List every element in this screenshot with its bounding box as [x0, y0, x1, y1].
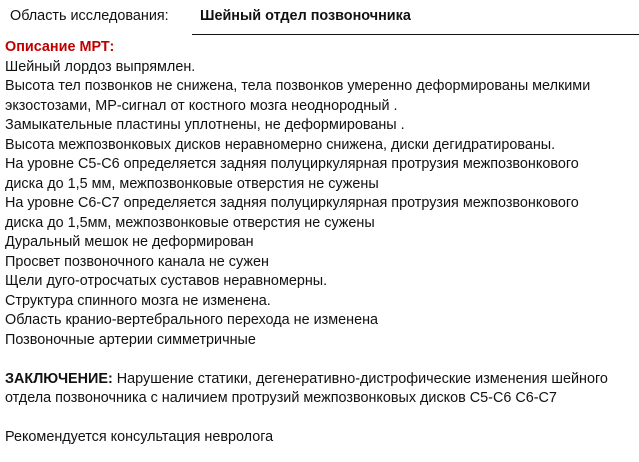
- description-line: диска до 1,5 мм, межпозвонковые отверстия не сужены: [5, 175, 379, 192]
- header-underline: [192, 34, 639, 35]
- description-line: На уровне С5-С6 определяется задняя полуциркулярная протрузия межпозвонкового: [5, 156, 579, 172]
- spacer: [5, 350, 637, 370]
- description-line: Дуральный мешок не деформирован: [5, 234, 254, 250]
- conclusion-line-2: отдела позвоночника с наличием протрузий межпозвонковых дисков С5-С6 С6-С7: [5, 390, 557, 406]
- description-line: Высота тел позвонков не снижена, тела позвонков умеренно деформированы мелкими: [5, 78, 591, 94]
- description-line: На уровне С6-С7 определяется задняя полуциркулярная протрузия межпозвонкового: [5, 195, 579, 211]
- report-body: [5, 38, 637, 448]
- description-line: Щели дуго-отросчатых суставов неравномерны.: [5, 273, 328, 289]
- description-line: Позвоночные артерии симметричные: [5, 331, 256, 348]
- description-line: диска до 1,5мм, межпозвонковые отверстия не сужены: [5, 214, 375, 231]
- description-line: экзостозами, МР-сигнал от костного мозга неоднородный .: [5, 97, 398, 114]
- description-lines: [5, 58, 637, 351]
- spacer: [5, 409, 637, 429]
- study-area-label: Область исследования:: [10, 8, 169, 24]
- description-line: Высота межпозвонковых дисков неравномерно снижена, диски дегидратированы.: [5, 136, 556, 153]
- description-line: Шейный лордоз выпрямлен.: [5, 58, 196, 75]
- conclusion-text: Нарушение статики, дегенеративно-дистрофические изменения шейного: [112, 370, 608, 387]
- description-line: Замыкательные пластины уплотнены, не деформированы .: [5, 117, 405, 133]
- study-area-value: Шейный отдел позвоночника: [200, 8, 411, 24]
- description-line: Просвет позвоночного канала не сужен: [5, 253, 269, 270]
- conclusion-label: ЗАКЛЮЧЕНИЕ:: [5, 370, 113, 387]
- conclusion-line-1: [5, 370, 637, 390]
- description-heading: Описание МРТ:: [5, 39, 115, 55]
- recommendation: Рекомендуется консультация невролога: [5, 429, 274, 445]
- report-header: [0, 0, 639, 40]
- description-line: Область кранио-вертебрального перехода не изменена: [5, 312, 379, 328]
- description-line: Структура спинного мозга не изменена.: [5, 292, 271, 309]
